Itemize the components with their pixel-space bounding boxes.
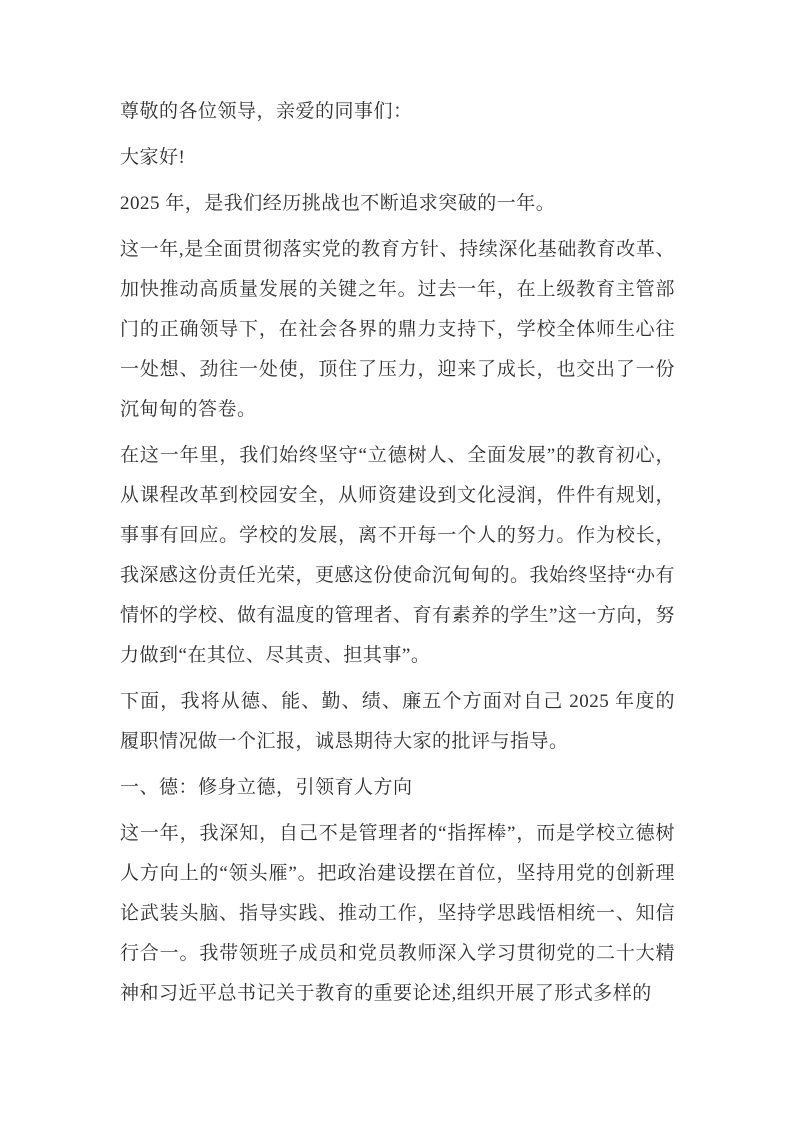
section-heading-de: 一、德：修身立德，引领育人方向 (120, 777, 413, 798)
greeting-line: 大家好! (120, 147, 186, 168)
salutation-line: 尊敬的各位领导，亲爱的同事们： (120, 101, 413, 122)
paragraph-de-content: 这一年，我深知，自己不是管理者的“指挥棒”，而是学校立德树人方向上的“领头雁”。把政治建设摆在首位，坚持用党的创新理论武装头脑、指导实践、推动工作，坚持学思践悟相统一、知信行合一。我带领班子成员和党员教师深入学习贯彻党的二十大精神和习近平总书记关于教育的重要论述,组织开展了形式多样的 (120, 823, 675, 1004)
paragraph-year-overview: 这一年,是全面贯彻落实党的教育方针、持续深化基础教育改革、加快推动高质量发展的关键之年。过去一年，在上级教育主管部门的正确领导下，在社会各界的鼎力支持下，学校全体师生心往一处想、劲往一处使，顶住了压力，迎来了成长，也交出了一份沉甸甸的答卷。 (120, 239, 675, 420)
paragraph-mission: 在这一年里，我们始终坚守“立德树人、全面发展”的教育初心，从课程改革到校园安全，从师资建设到文化浸润，件件有规划，事事有回应。学校的发展，离不开每一个人的努力。作为校长，我深感这份责任光荣，更感这份使命沉甸甸的。我始终坚持“办有情怀的学校、做有温度的管理者、育有素养的学生”这一方向，努力做到“在其位、尽其责、担其事”。 (120, 445, 675, 666)
opening-line: 2025 年，是我们经历挑战也不断追求突破的一年。 (120, 193, 556, 214)
paragraph-report-outline: 下面，我将从德、能、勤、绩、廉五个方面对自己 2025 年度的履职情况做一个汇报，诚恳期待大家的批评与指导。 (120, 691, 675, 752)
